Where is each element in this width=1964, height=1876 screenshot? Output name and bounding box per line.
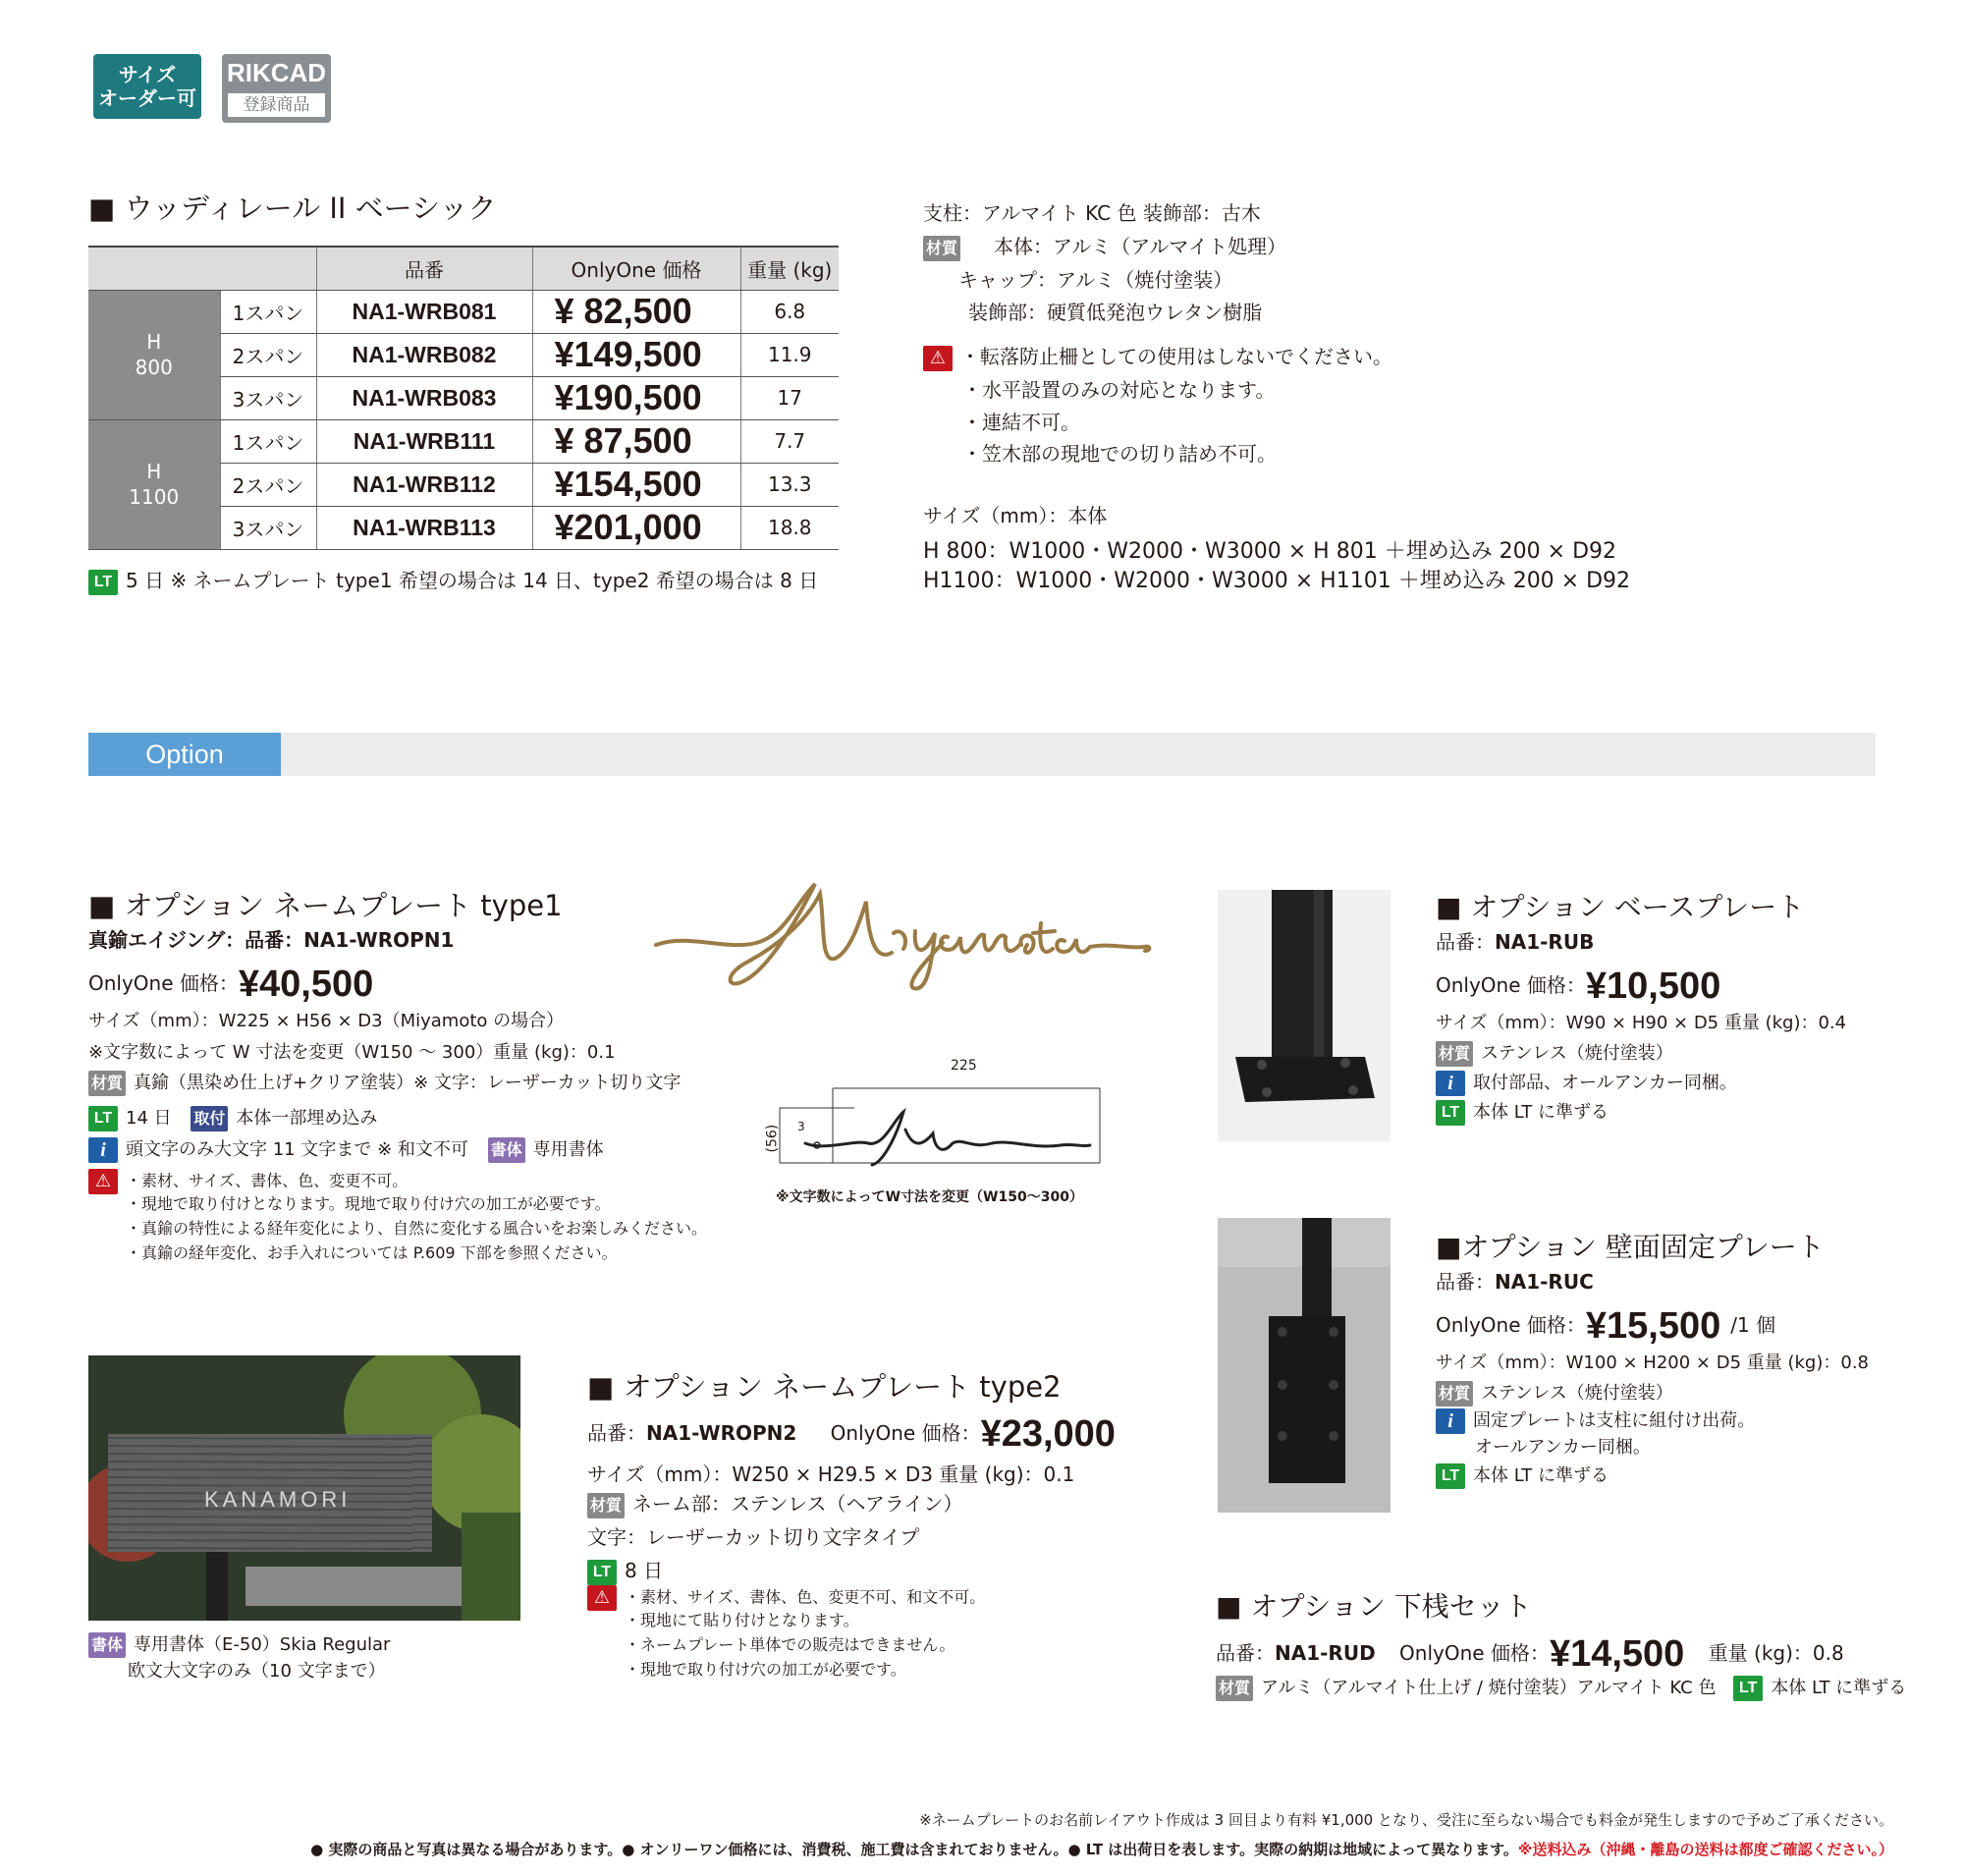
lt-icon: LT	[1436, 1100, 1465, 1126]
wall-plate-photo	[1218, 1218, 1391, 1513]
info-icon: i	[1436, 1408, 1465, 1434]
material-icon: 材質	[88, 1071, 126, 1096]
product-title: ■ ウッディレール II ベーシック	[88, 192, 497, 225]
warning-line: ・現地にて貼り付けとなります。	[625, 1611, 859, 1629]
lt-icon: LT	[88, 1106, 118, 1131]
table-row: H 800 1スパン NA1-WRB081 ¥ 82,500 6.8	[88, 290, 839, 333]
base-title: ■ オプション ベースプレート	[1436, 891, 1805, 923]
material-line-3: 装飾部：硬質低発泡ウレタン樹脂	[968, 301, 1263, 324]
type1-title: ■ オプション ネームプレート type1	[88, 889, 563, 922]
type1-code: 真鍮エイジング：品番：NA1-WROPN1	[88, 928, 455, 952]
group-h1100: H 1100	[88, 419, 220, 549]
size-order-badge: サイズ オーダー可	[93, 54, 201, 119]
warning-icon: ⚠	[88, 1169, 118, 1194]
base-plate-photo	[1218, 890, 1391, 1141]
warning-icon: ⚠	[587, 1585, 617, 1611]
rikcad-badge	[222, 54, 331, 123]
type2-font-line1: 書体 専用書体（E-50）Skia Regular	[88, 1632, 390, 1658]
warning-line: ・笠木部の現地での切り詰め不可。	[962, 442, 1277, 466]
warning-line: ・真鍮の特性による経年変化により、自然に変化する風合いをお楽しみください。	[126, 1219, 708, 1238]
photo-nameplate-text: KANAMORI	[204, 1487, 352, 1512]
material-icon: 材質	[1436, 1041, 1473, 1067]
material-line-1: 材質 本体：アルミ（アルマイト処理）	[923, 234, 1286, 261]
color-spec: 支柱：アルマイト KC 色 装飾部：古木	[923, 201, 1261, 225]
lt-icon: LT	[1733, 1676, 1763, 1701]
footer-note-1: ※ネームプレートのお名前レイアウト作成は 3 回目より有料 ¥1,000 となり、受注に至らない場合でも料金が発生しますので予めご了承ください。	[919, 1811, 1893, 1829]
dim-note: ※文字数によってW寸法を変更（W150～300）	[776, 1189, 1083, 1205]
base-price: OnlyOne 価格：¥10,500	[1436, 966, 1721, 1007]
warning-icon: ⚠	[923, 346, 953, 371]
type2-warnings: ⚠ ・素材、サイズ、書体、色、変更不可、和文不可。	[587, 1585, 985, 1611]
warning-block: ⚠ ・転落防止柵としての使用はしないでください。	[923, 344, 1392, 371]
info-icon: i	[1436, 1071, 1465, 1096]
type1-material: 材質 真鍮（黒染め仕上げ+クリア塗装）※ 文字：レーザーカット切り文字	[88, 1071, 681, 1096]
wall-lt: LT 本体 LT に準ずる	[1436, 1463, 1609, 1489]
group-h800: H 800	[88, 290, 220, 419]
wall-material: 材質 ステンレス（焼付塗装）	[1436, 1381, 1673, 1407]
nameplate-dimension-diagram	[766, 1061, 1119, 1208]
font-icon: 書体	[488, 1137, 525, 1163]
table-row: 2スパン NA1-WRB112 ¥154,500 13.3	[88, 463, 839, 506]
warning-line: ・現地で取り付けとなります。現地で取り付け穴の加工が必要です。	[126, 1194, 611, 1213]
font-icon: 書体	[88, 1632, 126, 1658]
dim-width: 225	[951, 1058, 977, 1074]
type1-warnings: ⚠ ・素材、サイズ、書体、色、変更不可。	[88, 1169, 408, 1194]
option-tab: Option	[88, 733, 281, 776]
wall-size: サイズ（mm）：W100 × H200 × D5 重量 (kg)：0.8	[1436, 1352, 1870, 1373]
lt-icon: LT	[1436, 1463, 1465, 1489]
type2-material: 材質 ネーム部：ステンレス（ヘアライン）	[587, 1491, 962, 1518]
base-size: サイズ（mm）：W90 × H90 × D5 重量 (kg)：0.4	[1436, 1013, 1847, 1033]
lt-icon: LT	[587, 1560, 617, 1585]
price-table	[88, 246, 839, 550]
option-bar	[88, 733, 1876, 776]
lt-icon: LT	[88, 570, 118, 595]
footer-note-2: ● 実際の商品と写真は異なる場合があります。● オンリーワン価格には、消費税、施工費は含まれておりません。● LT は出荷日を表します。実際の納期は地域によって異なります。※送料込み（沖縄・離島の送料は都度ご確認ください。）	[310, 1841, 1893, 1858]
type2-font-line2: 欧文大文字のみ（10 文字まで）	[128, 1661, 386, 1682]
dim-height: (56)	[764, 1124, 781, 1153]
nameplate-script-image	[648, 864, 1159, 1012]
warning-line: ・連結不可。	[962, 411, 1080, 434]
lower-code-price: 品番：NA1-RUD OnlyOne 価格：¥14,500 重量 (kg)：0.8	[1216, 1633, 1844, 1675]
base-lt: LT 本体 LT に準ずる	[1436, 1100, 1609, 1126]
material-icon: 材質	[587, 1493, 625, 1518]
material-icon: 材質	[1436, 1381, 1473, 1407]
wall-title: ■オプション 壁面固定プレート	[1436, 1231, 1825, 1263]
table-row: 3スパン NA1-WRB083 ¥190,500 17	[88, 376, 839, 419]
wall-code: 品番：NA1-RUC	[1436, 1270, 1594, 1294]
type2-code-price: 品番：NA1-WROPN2 OnlyOne 価格：¥23,000	[587, 1413, 1116, 1455]
size-h1100: H1100：W1000・W2000・W3000 × H1101 ＋埋め込み 200 × D92	[923, 569, 1631, 593]
rikcad-sub: 登録商品	[228, 93, 325, 117]
type1-size-note: ※文字数によって W 寸法を変更（W150 ～ 300）重量 (kg)：0.1	[88, 1042, 616, 1063]
material-icon: 材質	[923, 236, 960, 261]
material-icon: 材質	[1216, 1676, 1253, 1701]
table-row: 3スパン NA1-WRB113 ¥201,000 18.8	[88, 506, 839, 549]
warning-line: ・真鍮の経年変化、お手入れについては P.609 下部を参照ください。	[126, 1243, 618, 1262]
type2-photo	[88, 1355, 520, 1621]
size-h800: H 800：W1000・W2000・W3000 × H 801 ＋埋め込み 200 × D92	[923, 539, 1617, 564]
wall-price: OnlyOne 価格：¥15,500 /1 個	[1436, 1305, 1776, 1347]
lower-material: 材質 アルミ（アルマイト仕上げ / 焼付塗装）アルマイト KC 色 LT 本体 LT に準ずる	[1216, 1676, 1906, 1701]
warning-line: ・現地で取り付け穴の加工が必要です。	[625, 1660, 906, 1679]
type1-size: サイズ（mm）：W225 × H56 × D3（Miyamoto の場合）	[88, 1011, 565, 1031]
dim-small: 3	[797, 1120, 805, 1133]
material-line-2: キャップ：アルミ（焼付塗装）	[958, 268, 1233, 292]
type2-lt: LT 8 日	[587, 1558, 663, 1585]
type1-info: i 頭文字のみ大文字 11 文字まで ※ 和文不可 書体 専用書体	[88, 1137, 604, 1163]
type1-lt: LT 14 日 取付 本体一部埋め込み	[88, 1106, 377, 1131]
lower-title: ■ オプション 下桟セット	[1216, 1590, 1532, 1623]
table-row: 2スパン NA1-WRB082 ¥149,500 11.9	[88, 333, 839, 376]
wall-info: i 固定プレートは支柱に組付け出荷。	[1436, 1408, 1755, 1434]
base-material: 材質 ステンレス（焼付塗装）	[1436, 1041, 1673, 1067]
wall-info2: オールアンカー同梱。	[1475, 1437, 1651, 1458]
type2-title: ■ オプション ネームプレート type2	[587, 1370, 1062, 1404]
info-icon: i	[88, 1137, 118, 1163]
table-header: 品番 OnlyOne 価格 重量 (kg)	[88, 247, 839, 290]
warning-line: ・水平設置のみの対応となります。	[962, 378, 1276, 402]
lead-time-note: LT 5 日 ※ ネームプレート type1 希望の場合は 14 日、type2 希望の場合は 8 日	[88, 568, 818, 595]
install-icon: 取付	[191, 1106, 228, 1131]
base-info: i 取付部品、オールアンカー同梱。	[1436, 1071, 1737, 1096]
table-row: H 1100 1スパン NA1-WRB111 ¥ 87,500 7.7	[88, 419, 839, 463]
type2-size: サイズ（mm）：W250 × H29.5 × D3 重量 (kg)：0.1	[587, 1462, 1075, 1486]
base-code: 品番：NA1-RUB	[1436, 930, 1595, 954]
size-label: サイズ（mm）：本体	[923, 504, 1108, 527]
type2-material2: 文字：レーザーカット切り文字タイプ	[587, 1525, 920, 1549]
rikcad-label: RIKCAD	[226, 58, 327, 87]
type1-price: OnlyOne 価格：¥40,500	[88, 964, 374, 1005]
warning-line: ・ネームプレート単体での販売はできません。	[625, 1635, 955, 1654]
